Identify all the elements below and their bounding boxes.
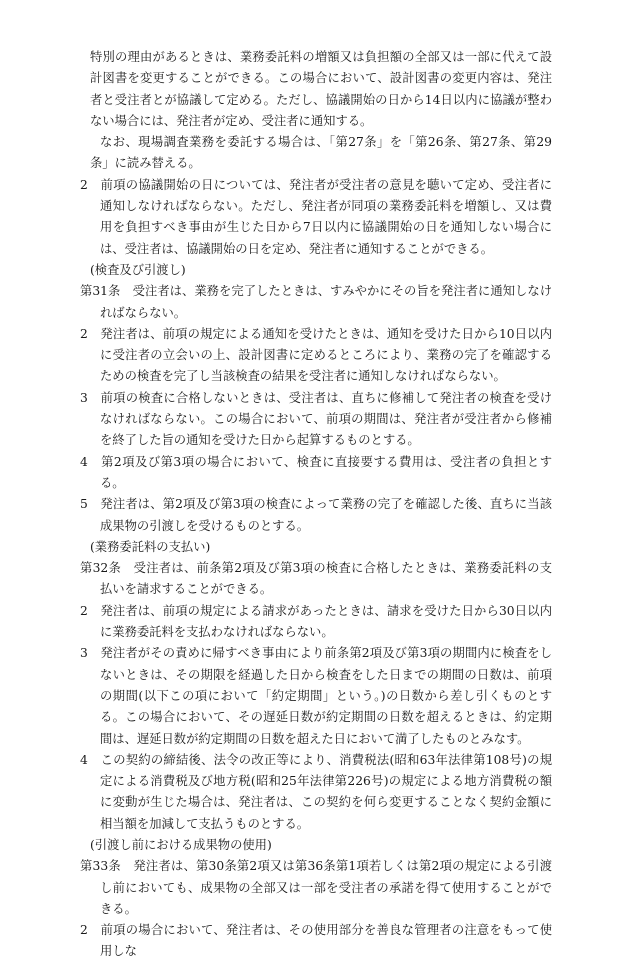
- document-body: [80, 47, 552, 963]
- section-heading: (引渡し前における成果物の使用): [90, 837, 272, 852]
- paragraph-item: 2 前項の協議開始の日については、発注者が受注者の意見を聴いて定め、受注者に通知しなければならない。ただし、発注者が同項の業務委託料を増額し、又は費用を負担すべき事由が生じた日から7日以内に協議開始の日を通知しない場合には、受注者は、協議開始の日を定め、発注者に通知することができる。: [80, 177, 552, 256]
- paragraph-item: 2 発注者は、前項の規定による請求があったときは、請求を受けた日から30日以内に業務委託料を支払わなければならない。: [80, 603, 552, 640]
- paragraph-note: なお、現場調査業務を委託する場合は、「第27条」を「第26条、第27条、第29条」に読み替える。: [90, 135, 552, 171]
- paragraph-item: 4 この契約の締結後、法令の改正等により、消費税法(昭和63年法律第108号)の規定による消費税及び地方税(昭和25年法律第226号)の規定による地方消費税の額に変動が生じた場合は、発注者は、この契約を何ら変更することなく契約金額に相当額を加減して支払うものとする。: [80, 752, 552, 831]
- paragraph-item: 2 前項の場合において、発注者は、その使用部分を善良な管理者の注意をもって使用しな: [80, 923, 552, 959]
- paragraph-item: 2 発注者は、前項の規定による通知を受けたときは、通知を受けた日から10日以内に受注者の立会いの上、設計図書に定めるところにより、業務の完了を確認するための検査を完了し当該検査の結果を受注者に通知しなければならない。: [80, 326, 552, 384]
- paragraph-item: 4 第2項及び第3項の場合において、検査に直接要する費用は、受注者の負担とする。: [80, 454, 552, 490]
- paragraph-item: 5 発注者は、第2項及び第3項の検査によって業務の完了を確認した後、直ちに当該成果物の引渡しを受けるものとする。: [80, 497, 552, 533]
- section-heading: (検査及び引渡し): [90, 262, 186, 277]
- section-heading: (業務委託料の支払い): [90, 539, 211, 554]
- article-33: 第33条 発注者は、第30条第2項又は第36条第1項若しくは第2項の規定による引渡し前においても、成果物の全部又は一部を受注者の承諾を得て使用することができる。: [80, 859, 552, 916]
- paragraph-item: 3 発注者がその責めに帰すべき事由により前条第2項及び第3項の期間内に検査をしないときは、その期限を経過した日から検査をした日までの期間の日数は、前項の期間(以下この項において「約定期間」という。)の日数から差し引くものとする。この場合において、その遅延日数が約定期間の日数を超えるときは、約定期間は、遅延日数が約定期間の日数を超えた日において満了したものとみなす。: [80, 646, 552, 746]
- article-31: 第31条 受注者は、業務を完了したときは、すみやかにその旨を発注者に通知しなければならない。: [80, 284, 552, 320]
- article-32: 第32条 受注者は、前条第2項及び第3項の検査に合格したときは、業務委託料の支払いを請求することができる。: [80, 561, 552, 597]
- paragraph-continuation: 特別の理由があるときは、業務委託料の増額又は負担額の全部又は一部に代えて設計図書を変更することができる。この場合において、設計図書の変更内容は、発注者と受注者とが協議して定める。ただし、協議開始の日から14日以内に協議が整わない場合には、発注者が定め、受注者に通知する。: [90, 50, 552, 128]
- paragraph-item: 3 前項の検査に合格しないときは、受注者は、直ちに修補して発注者の検査を受けなければならない。この場合において、前項の期間は、発注者が受注者から修補を終了した旨の通知を受けた日から起算するものとする。: [80, 390, 552, 448]
